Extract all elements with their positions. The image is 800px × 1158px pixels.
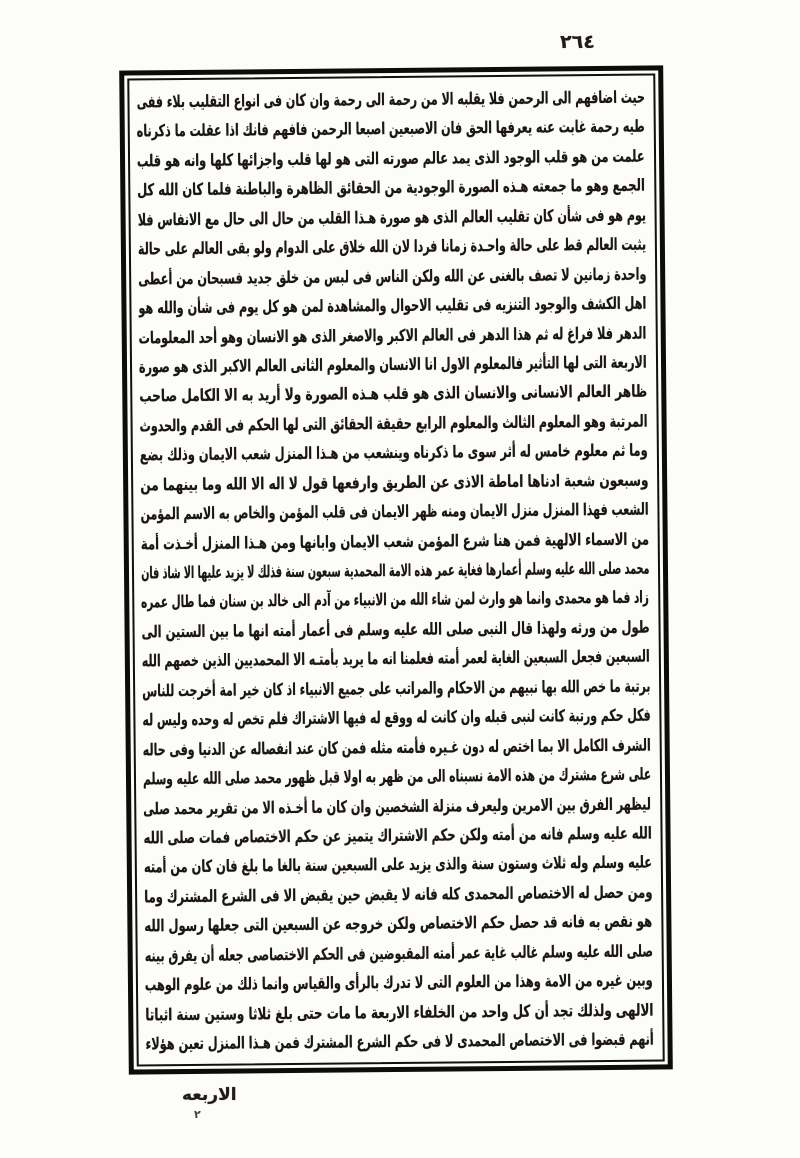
text-line-content: الجمع وهو ما جمعته هـذه الصورة الوجودية من الحقائق الظاهرة والباطنة فلما كان الله كل [137,175,646,200]
text-line-content: وسبعون شعبة ادناها اماطة الاذى عن الطريق وارفعها قول لا اله الا الله وما بينهما من [139,470,649,495]
text-line-content: برتبة ما خص الله بها نبيهم من الاحكام والمراتب على جميع الانبياء اذ كان خير امة أخرجت للناس [141,676,651,701]
text-line [145,966,653,1000]
text-line-content: علمت من هو قلب الوجود الذى يمد عالم صورته التى هو لها قلب واجزائها كلها وانه هو قلب [137,146,646,171]
text-line-content: عليه وسلم وله ثلاث وستون سنة والذى يزيد على السبعين سنة بالغا ما بلغ فان كان من أمته [143,852,652,877]
text-line-content: وما ثم معلوم خامس له أثر سوى ما ذكرناه وينشعب من هـذا المنزل شعب الايمان وذلك بضع [139,440,648,465]
text-line-content: على شرع مشترك من هذه الامة نسبناه الى من ظهر به اولا قبل ظهور محمد صلى الله عليه وسلم [142,764,652,789]
text-line-content: اهل الكشف والوجود التنزيه فى تقليب الاحوال والمشاهدة لمن هو كل يوم فى شأن والله هو [138,293,647,318]
text-line-content: يثبت العالم قط على حالة واحـدة زمانا فردا لان الله خلاق على الدوام ولو بقى العالم على حالة [137,234,646,259]
text-line-content: طول من ورثه ولهذا قال النبى صلى الله عليه وسلم فى أعمار أمته انها ما بين الستين الى [141,617,650,642]
text-line-content: يوم هو فى شأن كان تقليب العالم الذى هو صورة هـذا القلب من حال الى حال مع الانفاس فلا [137,205,646,230]
text-line [142,642,650,676]
text-line-content: السبعين فجعل السبعين الغاية لعمر أمته فعلمنا انه ما يريد بأمتـه الا المحمديين الذين خصهم الله [141,646,650,671]
text-line-content: الدهر فلا فراغ له ثم هذا الدهر فى العالم الاكبر والاصغر الذى هو الانسان وهو أحد المعلومات [138,323,647,347]
text-line-content: أنهم قبضوا فى الاختصاص المحمدى لا فى حكم الشرع المشترك فمن هـذا المنزل تعين هؤلاء [145,1029,654,1054]
text-line-content: الاربعة التى لها التأثير فالمعلوم الاول انا الانسان والمعلوم الثانى العالم الاكبر الذى هو صورة [139,352,648,377]
text-line [136,83,644,117]
text-line [142,671,650,705]
page-number: ٢٦٤ [560,31,595,53]
text-line-content: فكل حكم ورتبة كانت لنبى قبله وان كانت له ووقع له فيها الاشتراك فلم تخص له وحده وليس له [142,705,651,730]
text-line [145,1025,653,1059]
text-line-content: محمد صلى الله عليه وسلم أعمارها فغاية عمر هذه الامة المحمدية سبعون سنة فذلك لا يزيد عليها الا شاذ فان [140,558,650,583]
text-line [139,318,647,352]
manuscript-text-block [136,83,653,1060]
text-line-content: وبين غيره من الامة وهذا من العلوم التى لا تدرك بالرأى والقياس وانما ذلك من علوم الوهب [145,970,654,995]
text-line-content: ومن حصل له الاختصاص المحمدى كله فانه لا يقبض حين يقبض الا فى الشرع المشترك وما [143,882,653,907]
text-line-content: هو نقص به فانه قد حصل حكم الاختصاص ولكن خروجه عن السبعين التى جعلها رسول الله [144,911,653,936]
text-line-content: حيث اضافهم الى الرحمن فلا يقلبه الا من رحمة الى رحمة وان كان فى انواع التقليب بلاء ففى [136,87,645,112]
text-line-content: طيه رحمة غابت عنه يعرفها الحق فان الاصبعين اصبعا الرحمن فافهم فانك اذا عقلت ما ذكرناه [136,117,645,141]
text-line [137,112,645,146]
text-line-content: الشعب فهذا المنزل منزل الايمان ومنه ظهر الايمان فى قلب المؤمن والخاص به الاسم المؤمن [140,499,649,524]
text-line-content: المرتبة وهو المعلوم الثالث والمعلوم الرابع حقيقة الحقائق التى لها الحكم فى القدم والحدوث [139,411,648,436]
text-line-content: الشرف الكامل الا بما اختص له دون غـيره فأمته مثله فمن كان عند انفصاله عن الدنيا وفى حاله [142,735,651,760]
text-line [143,760,651,794]
text-line-content: ظاهر العالم الانسانى والانسان الذى هو قلب هـذه الصورة ولا أريد به الا الكامل صاحب [139,381,648,406]
text-line-content: الله عليه وسلم فانه من أمته ولكن حكم الاشتراك يتميز عن حكم الاختصاص فمات صلى الله [143,823,652,848]
text-line [145,995,653,1029]
text-line [139,348,647,382]
text-line-content: زاد فما هو محمدى وانما هو وارث لمن شاء الله من الانبياء من آدم الى خالد بن سنان فما طال عمره [141,588,650,612]
text-line [138,289,646,323]
text-line [139,377,647,411]
text-line [143,789,651,823]
text-line-content: ليظهر الفرق بين الامرين وليعرف منزلة الشخصين وان كان ما أخـذه الا من تقرير محمد صلى [143,794,652,818]
text-line-content: الالهى ولذلك تجد أن كل واحد من الخلفاء الاربعة ما مات حتى بلغ ثلاثا وستين سنة اثباتا [145,1000,654,1024]
manuscript-border-frame [119,65,673,1074]
catchword: الاربعه [182,1085,237,1105]
text-line-content: صلى الله عليه وسلم غالب غاية عمر أمته المقبوضين فى الحكم الاختصاصى جعله أن يفرق بينه [144,941,653,966]
text-line [142,701,650,735]
text-line [143,730,651,764]
text-line [140,436,648,470]
manuscript-inner-rule [127,73,664,1066]
text-line-content: من الاسماء الالهية فمن هنا شرع المؤمن شعب الايمان وابانها ومن هـذا المنزل أخـذت أمة [140,529,649,554]
text-line-content: واحدة زمانين لا تصف بالغنى عن الله ولكن الناس فى لبس من خلق جديد فسبحان من أعطى [137,264,647,289]
quire-mark: ٢ [194,1108,201,1121]
text-line [140,465,648,499]
text-line [139,406,647,440]
